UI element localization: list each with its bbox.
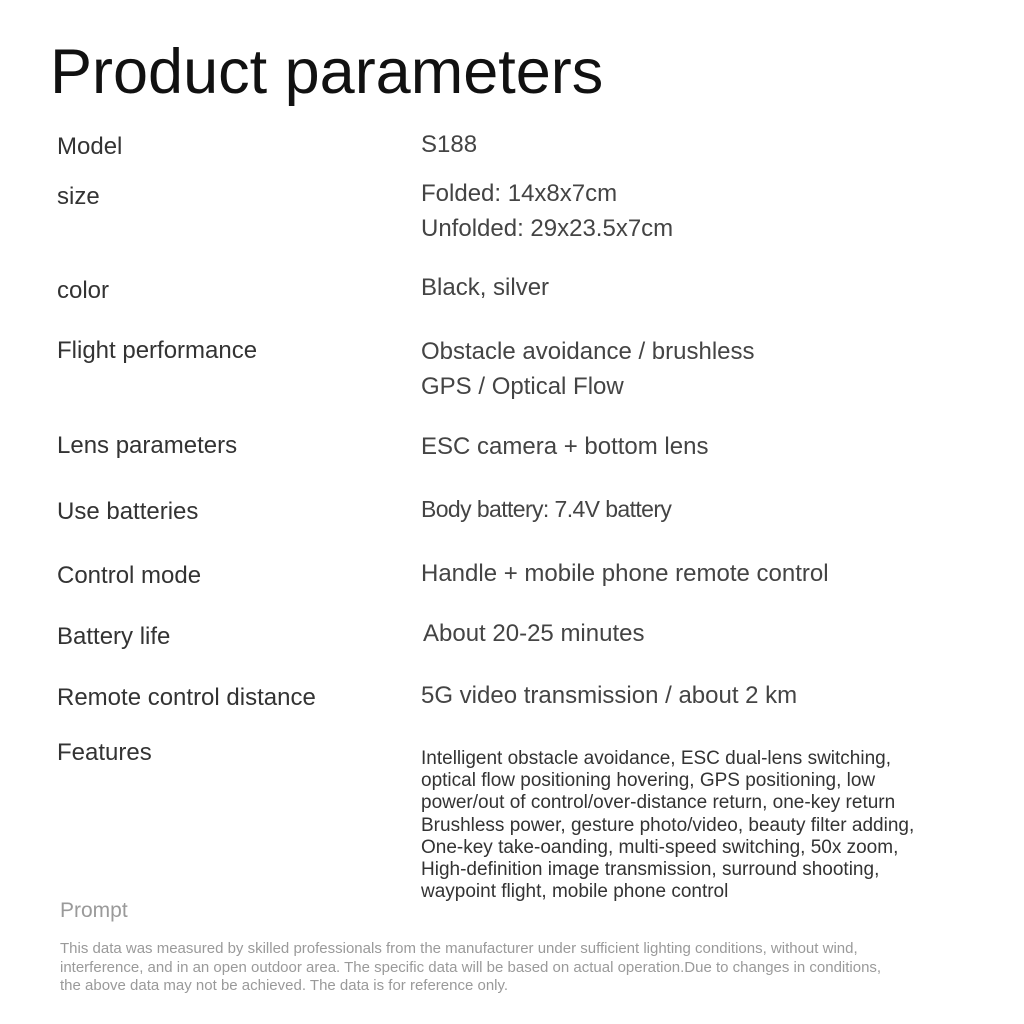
param-label-control-mode: Control mode xyxy=(57,562,202,589)
param-value-color xyxy=(421,270,549,305)
param-value-flight-performance xyxy=(421,334,755,404)
features-line: Brushless power, gesture photo/video, beauty filter adding, xyxy=(421,814,915,836)
disclaimer-line: interference, and in an open outdoor area. The specific data will be based on actual operation.Due to changes in conditions, xyxy=(60,958,882,976)
param-value-remote-control-distance xyxy=(421,678,797,713)
param-value-line: Obstacle avoidance / brushless xyxy=(421,338,755,365)
features-description xyxy=(421,748,941,903)
param-label-use-batteries: Use batteries xyxy=(57,498,199,525)
disclaimer-line: This data was measured by skilled professionals from the manufacturer under sufficient lighting conditions, without wind, xyxy=(60,940,858,957)
param-value-battery-life xyxy=(423,616,644,651)
param-value-line: S188 xyxy=(421,131,478,158)
param-value-line: Handle + mobile phone remote control xyxy=(421,560,829,587)
features-line: waypoint flight, mobile phone control xyxy=(421,881,729,903)
param-label-size: size xyxy=(57,183,100,210)
prompt-label: Prompt xyxy=(60,899,128,922)
param-label-features: Features xyxy=(57,739,152,766)
param-value-model xyxy=(421,127,477,162)
param-value-lens-parameters xyxy=(421,429,708,464)
param-value-line: GPS / Optical Flow xyxy=(421,373,624,400)
disclaimer-line: the above data may not be achieved. The data is for reference only. xyxy=(60,977,509,994)
param-label-battery-life: Battery life xyxy=(57,623,171,650)
param-value-line: Unfolded: 29x23.5x7cm xyxy=(421,215,674,242)
features-line: High-definition image transmission, surround shooting, xyxy=(421,859,880,881)
page-title: Product parameters xyxy=(50,37,604,107)
param-value-line: Folded: 14x8x7cm xyxy=(421,180,618,207)
param-value-line: Black, silver xyxy=(421,274,550,301)
param-value-line: Body battery: 7.4V battery xyxy=(421,496,672,522)
param-value-size xyxy=(421,176,673,246)
param-value-line: 5G video transmission / about 2 km xyxy=(421,682,798,709)
features-line: optical flow positioning hovering, GPS positioning, low xyxy=(421,770,876,792)
features-line: One-key take-oanding, multi-speed switching, 50x zoom, xyxy=(421,836,899,858)
features-line: Intelligent obstacle avoidance, ESC dual-lens switching, xyxy=(421,748,891,769)
param-label-color: color xyxy=(57,277,110,304)
features-line: power/out of control/over-distance return, one-key return xyxy=(421,792,896,814)
param-label-model: Model xyxy=(57,133,123,160)
param-label-lens-parameters: Lens parameters xyxy=(57,432,238,459)
param-value-use-batteries xyxy=(421,492,671,527)
param-label-remote-control-distance: Remote control distance xyxy=(57,684,316,711)
param-value-line: ESC camera + bottom lens xyxy=(421,433,709,460)
disclaimer-text xyxy=(60,940,980,996)
param-value-line: About 20-25 minutes xyxy=(423,620,645,647)
param-value-control-mode xyxy=(421,556,829,591)
param-label-flight-performance: Flight performance xyxy=(57,337,258,364)
